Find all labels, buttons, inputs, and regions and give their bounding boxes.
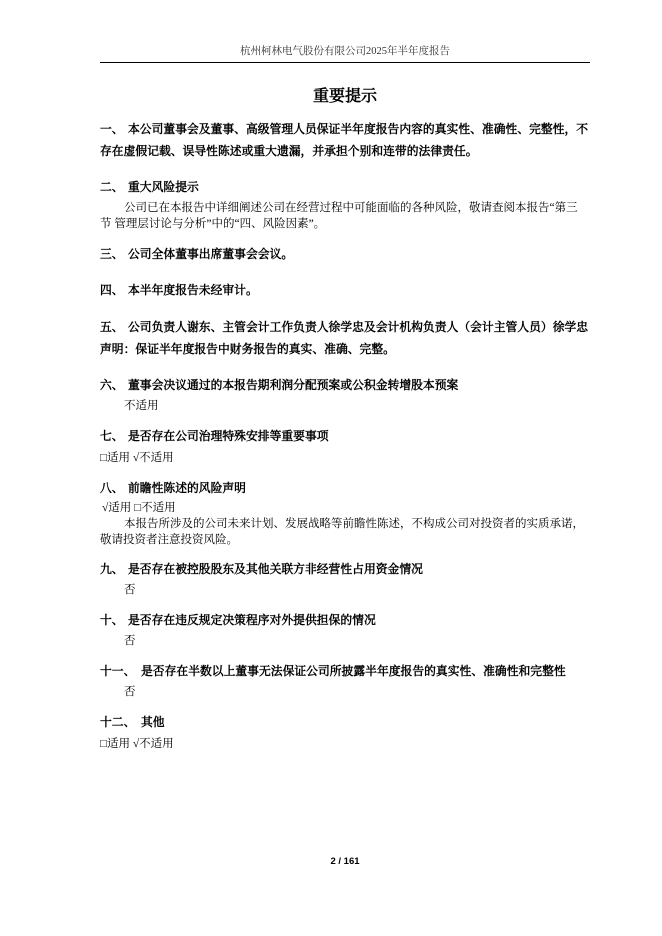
section-11-number: 十一、: [100, 664, 136, 678]
section-4-number: 四、: [100, 283, 124, 297]
section-8-body-line-2: 敬请投资者注意投资风险。: [100, 534, 238, 546]
section-5-number: 五、: [100, 320, 124, 334]
running-header: 杭州柯林电气股份有限公司2025年半年度报告: [240, 46, 450, 57]
section-2-body-line-1: 公司已在本报告中详细阐述公司在经营过程中可能面临的各种风险，敬请查阅本报告“第三: [124, 202, 578, 214]
section-7-number: 七、: [100, 429, 124, 443]
section-7-applicability: □适用 √不适用: [100, 452, 174, 464]
header-divider: [100, 62, 590, 63]
section-12-applicability: □适用 √不适用: [100, 738, 174, 750]
section-5-heading-line-2: 声明：保证半年度报告中财务报告的真实、准确、完整。: [100, 342, 395, 356]
section-2-heading: 重大风险提示: [128, 180, 199, 194]
section-8-applicability: √适用 □不适用: [102, 502, 176, 514]
section-5-heading-line-1: 公司负责人谢东、主管会计工作负责人徐学忠及会计机构负责人（会计主管人员）徐学忠: [128, 320, 589, 334]
section-9-answer: 否: [124, 584, 136, 596]
section-6-number: 六、: [100, 378, 124, 392]
section-9-heading: 是否存在被控股股东及其他关联方非经营性占用资金情况: [128, 562, 423, 576]
section-12-number: 十二、: [100, 715, 136, 729]
section-10-answer: 否: [124, 635, 136, 647]
section-1-heading-line-2: 存在虚假记载、误导性陈述或重大遗漏，并承担个别和连带的法律责任。: [100, 144, 478, 158]
section-7-heading: 是否存在公司治理特殊安排等重要事项: [128, 429, 329, 443]
section-1-number: 一、: [100, 122, 124, 136]
section-2-number: 二、: [100, 180, 124, 194]
section-11-heading: 是否存在半数以上董事无法保证公司所披露半年度报告的真实性、准确性和完整性: [141, 664, 566, 678]
page-number: 2 / 161: [330, 856, 360, 867]
section-4-heading: 本半年度报告未经审计。: [128, 283, 258, 297]
section-11-answer: 否: [124, 686, 136, 698]
section-6-heading: 董事会决议通过的本报告期利润分配预案或公积金转增股本预案: [128, 378, 459, 392]
section-8-heading: 前瞻性陈述的风险声明: [128, 481, 246, 495]
section-3-number: 三、: [100, 247, 124, 261]
section-8-body-line-1: 本报告所涉及的公司未来计划、发展战略等前瞻性陈述，不构成公司对投资者的实质承诺，: [124, 518, 584, 530]
section-9-number: 九、: [100, 562, 124, 576]
page-title: 重要提示: [312, 88, 377, 105]
section-8-number: 八、: [100, 481, 124, 495]
section-6-body: 不适用: [124, 400, 159, 412]
section-10-heading: 是否存在违反规定决策程序对外提供担保的情况: [128, 613, 376, 627]
section-3-heading: 公司全体董事出席董事会会议。: [128, 247, 294, 261]
section-12-heading: 其他: [141, 715, 165, 729]
section-1-heading-line-1: 本公司董事会及董事、高级管理人员保证半年度报告内容的真实性、准确性、完整性，不: [128, 122, 589, 136]
section-10-number: 十、: [100, 613, 124, 627]
section-2-body-line-2: 节 管理层讨论与分析”中的“四、风险因素”。: [100, 218, 326, 230]
